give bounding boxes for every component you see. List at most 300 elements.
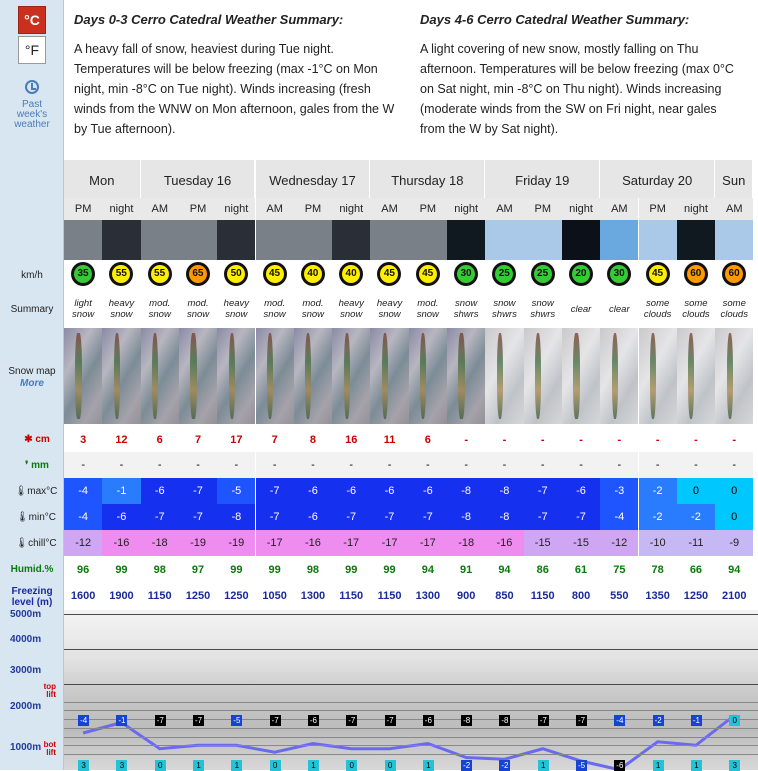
thermometer-icon: 🌡︎ xyxy=(14,486,28,497)
freezing-level-cell: 1150 xyxy=(377,590,402,602)
chill-cell: -12 xyxy=(600,530,638,556)
summary-cell xyxy=(447,298,485,320)
bot-lift-temp: 0 xyxy=(270,760,281,771)
humidity-cell: 94 xyxy=(728,564,741,576)
summary-word: mod. xyxy=(187,298,209,309)
chill-cell: -17 xyxy=(256,530,294,556)
min-unit: min°C xyxy=(28,512,57,523)
min-temp-cell: -8 xyxy=(485,504,523,530)
freezing-level-cell: 1150 xyxy=(147,590,172,602)
bot-lift-temp: 1 xyxy=(308,760,319,771)
chill-unit: chill°C xyxy=(28,538,57,549)
rain-cell: - xyxy=(639,452,677,478)
wind-arrow-icon xyxy=(531,262,555,286)
wind-speed: 25 xyxy=(495,265,513,283)
rain-label xyxy=(0,460,64,471)
sun-cloud-icon xyxy=(524,220,562,260)
day-header: Saturday 20 xyxy=(600,160,715,198)
bot-lift-temp: -2 xyxy=(501,761,509,770)
snow-cell: - xyxy=(447,428,485,452)
wind-speed: 55 xyxy=(151,265,169,283)
altitude-gridline xyxy=(64,737,758,738)
freezing-level-cell: 1300 xyxy=(300,590,326,602)
snow-map-thumbnail[interactable] xyxy=(217,328,255,424)
altitude-gridline xyxy=(64,684,758,685)
max-unit: max°C xyxy=(27,486,58,497)
snow-cell: 11 xyxy=(370,428,408,452)
wind-arrow-icon xyxy=(607,262,631,286)
max-temp-cell: -6 xyxy=(370,478,408,504)
humidity-cell: 98 xyxy=(306,564,320,576)
summary-word: snow xyxy=(301,309,325,320)
more-link[interactable]: More xyxy=(20,378,44,389)
sun-icon xyxy=(600,220,638,260)
max-temp-cell: -7 xyxy=(256,478,294,504)
bot-lift-temp: 3 xyxy=(78,760,89,771)
snow-map-thumbnail[interactable] xyxy=(639,328,677,424)
bot-lift-temp: 1 xyxy=(538,760,549,771)
bot-lift-temp: 1 xyxy=(691,760,702,771)
period-label: PM xyxy=(639,198,677,220)
freezing-level-cell: 1250 xyxy=(185,590,211,602)
humidity-cell: 61 xyxy=(574,564,588,576)
wind-speed: 40 xyxy=(342,265,360,283)
summary-cell xyxy=(409,298,447,320)
humidity-cell: 99 xyxy=(383,564,396,576)
humidity-cell: 96 xyxy=(77,564,90,576)
wind-speed: 30 xyxy=(610,265,628,283)
thermometer-icon: 🌡︎ xyxy=(15,512,29,523)
summary-cell xyxy=(332,298,370,320)
snow-map-thumbnail[interactable] xyxy=(332,328,370,424)
humidity-cell: 99 xyxy=(268,564,281,576)
summary-cell xyxy=(600,304,638,315)
snow-map-thumbnail[interactable] xyxy=(64,328,102,424)
min-temp-cell: -4 xyxy=(64,504,102,530)
summary-cell xyxy=(639,298,677,320)
summary-title-0-3: Days 0-3 Cerro Catedral Weather Summary: xyxy=(74,12,344,27)
altitude-gridline xyxy=(64,710,758,711)
wind-arrow-icon xyxy=(224,262,248,286)
snow-cloud-icon xyxy=(179,220,217,260)
summary-cell xyxy=(562,304,600,315)
min-temp-cell: -2 xyxy=(677,504,715,530)
summary-word: light xyxy=(74,298,92,309)
thermometer-icon: 🌡︎ xyxy=(15,538,29,549)
min-temp-cell: -7 xyxy=(562,504,600,530)
period-label: AM xyxy=(485,198,523,220)
summary-cell xyxy=(102,298,140,320)
freezing-level-cell: 1300 xyxy=(415,590,441,602)
period-label: night xyxy=(447,198,485,220)
max-temp-cell: -1 xyxy=(102,478,140,504)
snow-cell: - xyxy=(524,428,562,452)
max-temp-cell: -6 xyxy=(294,478,332,504)
snow-map-thumbnail[interactable] xyxy=(409,328,447,424)
top-lift-temp: -7 xyxy=(156,715,164,725)
chill-cell: -16 xyxy=(102,530,140,556)
snow-map-thumbnail[interactable] xyxy=(715,328,753,424)
wind-arrow-icon xyxy=(722,262,746,286)
lift-word: lift xyxy=(46,690,56,699)
fahrenheit-button[interactable]: °F xyxy=(18,36,46,64)
top-lift-temp: -7 xyxy=(386,715,394,725)
top-lift-temp: -2 xyxy=(654,715,662,725)
summary-cell xyxy=(141,298,179,320)
bot-lift-temp: 0 xyxy=(346,760,357,771)
rain-cell: - xyxy=(715,452,753,478)
snow-map-thumbnail[interactable] xyxy=(102,328,140,424)
snow-cell: 6 xyxy=(141,428,179,452)
altitude-gridline xyxy=(64,728,758,729)
wind-arrow-icon xyxy=(416,262,440,286)
freezing-level-cell: 1350 xyxy=(645,590,670,602)
snow-cloud-icon xyxy=(409,220,447,260)
top-lift-temp: -8 xyxy=(463,715,471,725)
min-temp-cell: -7 xyxy=(524,504,562,530)
day-header: Mon xyxy=(64,160,141,198)
snow-cell: 16 xyxy=(332,428,370,452)
top-lift-temp: -6 xyxy=(309,715,317,725)
period-label: PM xyxy=(409,198,447,220)
wind-speed: 60 xyxy=(725,265,743,283)
humidity-cell: 66 xyxy=(689,564,703,576)
snow-label xyxy=(0,434,64,445)
summary-word: heavy xyxy=(223,298,250,309)
wind-speed: 45 xyxy=(419,265,437,283)
freezing-level-cell: 1900 xyxy=(109,590,134,602)
freezing-level-cell: 1250 xyxy=(224,590,249,602)
min-temp-cell: -2 xyxy=(639,504,677,530)
period-label: PM xyxy=(64,198,102,220)
top-lift-temp: -4 xyxy=(80,715,88,725)
rain-cell: - xyxy=(600,452,638,478)
summary-word: snow xyxy=(340,309,363,320)
day-header: Sun xyxy=(715,160,753,198)
summary-word: clouds xyxy=(643,309,672,320)
rain-cell: - xyxy=(447,452,485,478)
top-lift-temp: -1 xyxy=(692,715,700,725)
rain-cell: - xyxy=(64,452,102,478)
min-temp-cell: -8 xyxy=(217,504,255,530)
summary-word: clouds xyxy=(720,309,748,320)
rain-unit: mm xyxy=(31,460,49,471)
period-label: night xyxy=(332,198,370,220)
summary-word: heavy xyxy=(108,298,135,309)
top-lift-temp: -7 xyxy=(577,715,586,725)
chill-cell: -18 xyxy=(447,530,485,556)
summary-word: snow xyxy=(225,309,248,320)
snow-map-thumbnail[interactable] xyxy=(447,328,485,424)
max-temp-cell: -7 xyxy=(179,478,217,504)
day-header: Friday 19 xyxy=(485,160,600,198)
chill-cell: -17 xyxy=(370,530,408,556)
clock-icon xyxy=(25,80,39,94)
snow-map-thumbnail[interactable] xyxy=(677,328,715,424)
snow-night-icon xyxy=(217,220,255,260)
max-temp-cell: -7 xyxy=(524,478,562,504)
summary-word: some xyxy=(722,298,746,309)
moon-icon xyxy=(562,220,600,260)
celsius-button[interactable]: °C xyxy=(18,6,46,34)
altitude-gridline xyxy=(64,745,758,746)
min-temp-cell: -7 xyxy=(409,504,447,530)
min-temp-cell: -8 xyxy=(447,504,485,530)
max-temp-cell: -4 xyxy=(64,478,102,504)
chill-cell: -10 xyxy=(639,530,677,556)
weather-summary xyxy=(64,0,758,158)
humidity-cell: 99 xyxy=(115,564,128,576)
snow-map-thumbnail[interactable] xyxy=(485,328,523,424)
snow-map-thumbnail[interactable] xyxy=(370,328,408,424)
snow-cell: 8 xyxy=(294,428,332,452)
bot-lift-temp: -2 xyxy=(463,761,471,770)
summary-text-4-6: A light covering of new snow, mostly falling on Thu afternoon. Temperatures will be below freezing (max 0°C on Sat night, min -8°C on Thu night). Winds increasing (moderate winds from the SW on Fri night, near gales from the W by Sat night). xyxy=(420,42,734,136)
snow-cell: - xyxy=(677,428,715,452)
snow-map-thumbnail[interactable] xyxy=(562,328,600,424)
top-lift-temp: -7 xyxy=(194,715,203,725)
humidity-cell: 98 xyxy=(153,564,166,576)
top-lift-temp: 0 xyxy=(729,715,740,726)
min-temp-cell: -7 xyxy=(141,504,179,530)
rain-cell: - xyxy=(141,452,179,478)
humid-label: Humid.% xyxy=(10,564,54,575)
freezing-level-cell: 1150 xyxy=(530,590,555,602)
wind-arrow-icon xyxy=(377,262,401,286)
max-temp-cell: 0 xyxy=(677,478,715,504)
min-temp-cell: -4 xyxy=(600,504,638,530)
snowmap-label: Snow map xyxy=(8,366,56,377)
snow-map-thumbnail[interactable] xyxy=(179,328,217,424)
snow-map-thumbnail[interactable] xyxy=(600,328,638,424)
period-label: night xyxy=(217,198,255,220)
wind-speed: 65 xyxy=(189,265,207,283)
max-temp-cell: 0 xyxy=(715,478,753,504)
bot-lift-temp: -5 xyxy=(577,761,586,770)
period-label: AM xyxy=(600,198,638,220)
min-temp-cell: -7 xyxy=(256,504,294,530)
snow-cell: - xyxy=(600,428,638,452)
wind-arrow-icon xyxy=(301,262,325,286)
snow-cell: 12 xyxy=(102,428,140,452)
wind-arrow-icon xyxy=(569,262,593,286)
snow-night-icon xyxy=(102,220,140,260)
moon-cloud-icon xyxy=(447,220,485,260)
chill-cell: -18 xyxy=(141,530,179,556)
summary-word: snow xyxy=(186,309,210,320)
summary-cell xyxy=(485,298,523,320)
alt-4000: 4000m xyxy=(10,634,42,645)
max-label xyxy=(0,486,64,497)
summary-word: mod. xyxy=(302,298,324,309)
freezing-level-cell: 850 xyxy=(495,590,514,602)
moon-cloud-icon xyxy=(677,220,715,260)
bot-lift-temp: 1 xyxy=(423,760,434,771)
summary-word: snow xyxy=(455,298,478,309)
wind-arrow-icon xyxy=(454,262,478,286)
rain-cell: - xyxy=(370,452,408,478)
summary-text-0-3: A heavy fall of snow, heaviest during Tue night. Temperatures will be below freezing (max -1°C on Mon night, min -8°C on Tue night). Winds increasing (fresh winds from the WNW on Mon afternoon, gales from the W by Tue afternoon). xyxy=(74,42,395,136)
snow-cell: - xyxy=(485,428,523,452)
humidity-cell: 94 xyxy=(498,564,511,576)
humidity-cell: 78 xyxy=(651,564,664,576)
summary-cell xyxy=(294,298,332,320)
summary-cell xyxy=(715,298,753,320)
summary-label: Summary xyxy=(10,304,54,315)
rain-cell: - xyxy=(524,452,562,478)
wind-speed: 45 xyxy=(649,265,667,283)
chill-cell: -17 xyxy=(409,530,447,556)
top-lift-temp: -7 xyxy=(348,715,356,725)
wind-speed: 40 xyxy=(304,265,322,283)
wind-speed: 45 xyxy=(380,265,398,283)
humidity-cell: 86 xyxy=(536,564,549,576)
wind-arrow-icon xyxy=(339,262,363,286)
bot-lift-temp: 3 xyxy=(116,760,127,771)
rain-cell: - xyxy=(102,452,140,478)
snow-cell: 7 xyxy=(256,428,294,452)
min-temp-cell: -7 xyxy=(332,504,370,530)
left-label-column xyxy=(0,0,64,770)
max-temp-cell: -6 xyxy=(332,478,370,504)
min-label xyxy=(0,512,64,523)
snow-map-thumbnail[interactable] xyxy=(141,328,179,424)
summary-cell xyxy=(370,298,408,320)
raindrop-icon: ❜ xyxy=(25,460,32,471)
wind-speed: 25 xyxy=(534,265,552,283)
snow-cell: 3 xyxy=(64,428,102,452)
wind-arrow-icon xyxy=(148,262,172,286)
snow-cell: 17 xyxy=(217,428,255,452)
snow-cloud-icon xyxy=(370,220,408,260)
past-label-3: weather xyxy=(14,119,50,130)
summary-word: heavy xyxy=(338,298,364,309)
snow-unit: cm xyxy=(35,434,50,445)
freezing-level-cell: 1050 xyxy=(262,590,287,602)
bot-lift-temp: 1 xyxy=(231,760,242,771)
sun-cloud-icon xyxy=(485,220,523,260)
max-temp-cell: -2 xyxy=(639,478,677,504)
top-lift-temp: -8 xyxy=(501,715,509,725)
chill-cell: -19 xyxy=(217,530,255,556)
bot-lift-temp: 1 xyxy=(193,760,204,771)
summary-cell xyxy=(677,298,715,320)
chill-cell: -15 xyxy=(524,530,562,556)
freezing-label-1: Freezing xyxy=(11,586,53,597)
max-temp-cell: -5 xyxy=(217,478,255,504)
wind-speed: 35 xyxy=(74,265,92,283)
max-temp-cell: -6 xyxy=(409,478,447,504)
top-lift-temp: -7 xyxy=(271,715,279,725)
wind-arrow-icon xyxy=(263,262,287,286)
top-lift-temp: -4 xyxy=(616,715,624,725)
chill-cell: -11 xyxy=(677,530,715,556)
max-temp-cell: -8 xyxy=(447,478,485,504)
altitude-gridline xyxy=(64,702,758,703)
freezing-level-polyline xyxy=(83,716,734,770)
summary-cell xyxy=(217,298,255,320)
alt-1000: 1000m xyxy=(10,742,42,753)
freezing-level-cell: 1600 xyxy=(70,590,96,602)
top-lift-temp: -5 xyxy=(233,715,241,725)
bot-lift-temp: 0 xyxy=(385,760,396,771)
wind-arrow-icon xyxy=(71,262,95,286)
summary-cell xyxy=(524,298,562,320)
rain-cell: - xyxy=(332,452,370,478)
past-weather-link[interactable] xyxy=(4,80,60,130)
top-lift-label xyxy=(38,683,56,699)
humidity-cell: 97 xyxy=(191,564,205,576)
wind-speed: 20 xyxy=(572,265,590,283)
freezing-level-chart xyxy=(64,610,758,770)
summary-title-4-6: Days 4-6 Cerro Catedral Weather Summary: xyxy=(420,12,690,27)
snow-cell: - xyxy=(715,428,753,452)
summary-word: heavy xyxy=(376,298,403,309)
wind-speed: 30 xyxy=(457,265,475,283)
snow-map-thumbnail[interactable] xyxy=(524,328,562,424)
alt-5000: 5000m xyxy=(10,609,42,620)
top-lift-temp: -1 xyxy=(118,715,126,725)
humidity-cell: 91 xyxy=(460,564,473,576)
sun-cloud-icon xyxy=(639,220,677,260)
summary-word: mod. xyxy=(264,298,286,309)
snow-map-thumbnail[interactable] xyxy=(256,328,294,424)
top-word: top xyxy=(43,682,56,691)
humidity-cell: 99 xyxy=(345,564,358,576)
summary-word: some xyxy=(684,298,708,309)
wind-arrow-icon xyxy=(186,262,210,286)
period-label: PM xyxy=(524,198,562,220)
snow-cloud-icon xyxy=(294,220,332,260)
lift-word: lift xyxy=(46,748,56,757)
alt-2000: 2000m xyxy=(10,701,42,712)
min-temp-cell: -6 xyxy=(294,504,332,530)
day-header: Thursday 18 xyxy=(370,160,485,198)
summary-word: snow xyxy=(263,309,286,320)
altitude-gridline xyxy=(64,754,758,755)
bot-lift-temp: -6 xyxy=(616,761,624,770)
humidity-cell: 94 xyxy=(421,564,434,576)
snow-night-icon xyxy=(332,220,370,260)
summary-word: snow xyxy=(493,298,516,309)
snow-map-thumbnail[interactable] xyxy=(294,328,332,424)
summary-word: clouds xyxy=(682,309,710,320)
summary-cell xyxy=(256,298,294,320)
max-temp-cell: -6 xyxy=(562,478,600,504)
wind-arrow-icon xyxy=(109,262,133,286)
wind-arrow-icon xyxy=(684,262,708,286)
freezing-label-2: level (m) xyxy=(11,597,53,608)
humidity-cell: 75 xyxy=(613,564,626,576)
bot-lift-temp: 1 xyxy=(653,760,664,771)
altitude-gridline xyxy=(64,649,758,650)
snow-cloud-icon xyxy=(141,220,179,260)
rain-cell: - xyxy=(485,452,523,478)
humidity-cell: 99 xyxy=(230,564,243,576)
summary-word: snow xyxy=(72,309,95,320)
period-label: night xyxy=(677,198,715,220)
top-lift-temp: -6 xyxy=(424,715,432,725)
freezing-level-cell: 900 xyxy=(456,590,476,602)
rain-cell: - xyxy=(217,452,255,478)
snow-cell: - xyxy=(639,428,677,452)
max-temp-cell: -6 xyxy=(141,478,179,504)
period-label: AM xyxy=(370,198,408,220)
chill-cell: -19 xyxy=(179,530,217,556)
chill-label xyxy=(0,538,64,549)
summary-days-0-3 xyxy=(74,12,399,139)
bot-word: bot xyxy=(43,740,56,749)
